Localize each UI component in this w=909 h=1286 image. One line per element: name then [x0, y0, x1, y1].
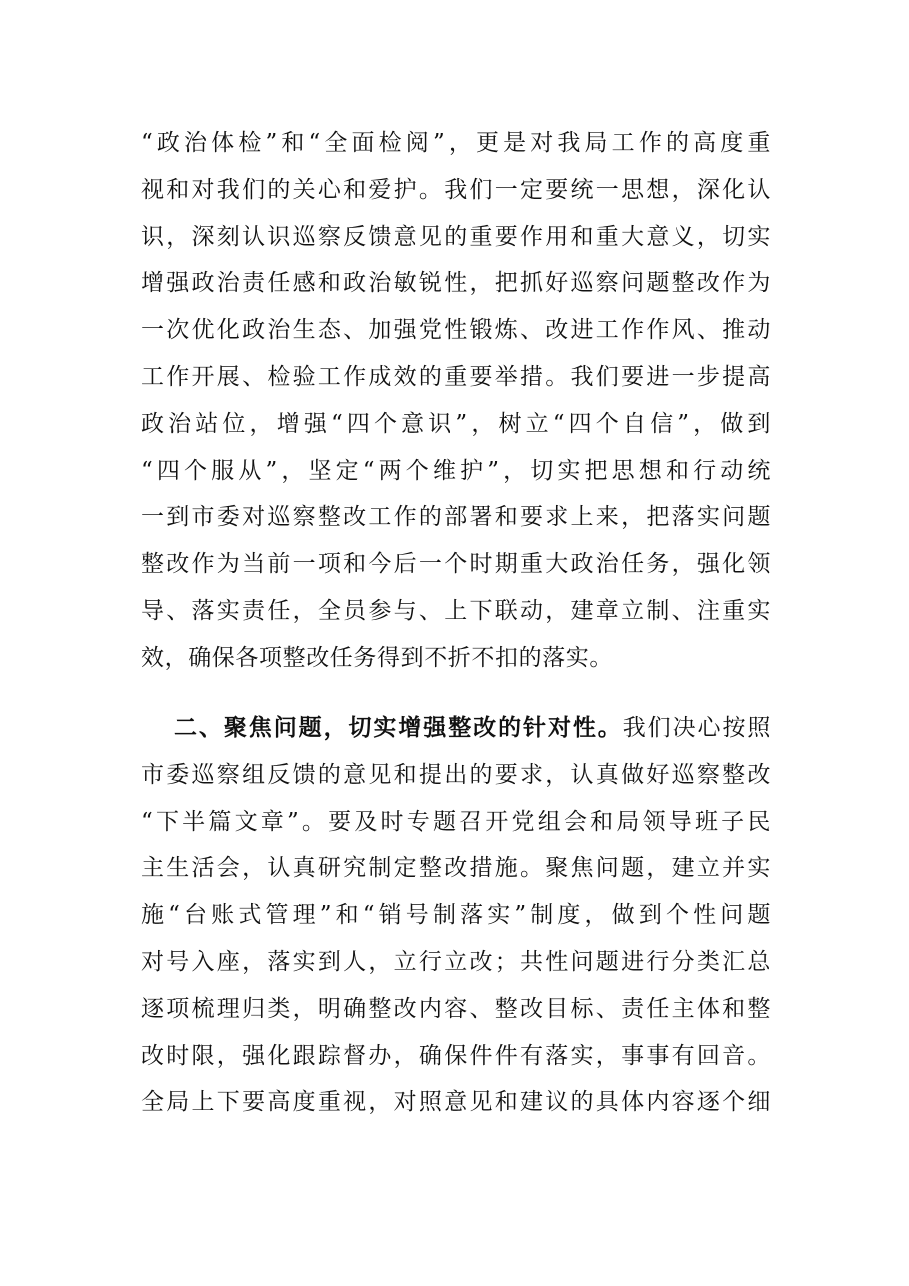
heading-line-text: 我们决心按照	[622, 715, 771, 741]
text-line: 全局上下要高度重视，对照意见和建议的具体内容逐个细	[141, 1089, 771, 1116]
text-line: 一到市委对巡察整改工作的部署和要求上来，把落实问题	[141, 504, 771, 531]
section-heading-line	[141, 705, 771, 752]
section-heading: 二、聚焦问题，切实增强整改的针对性。	[174, 715, 623, 741]
paragraph-focus-on-problems	[141, 705, 771, 1126]
paragraph-political-awareness	[141, 120, 771, 682]
text-line: 市委巡察组反馈的意见和提出的要求，认真做好巡察整改	[141, 761, 771, 788]
text-line: 视和对我们的关心和爱护。我们一定要统一思想，深化认	[141, 176, 771, 203]
text-line: 政治站位，增强“四个意识”，树立“四个自信”，做到	[141, 410, 771, 437]
text-line: 识，深刻认识巡察反馈意见的重要作用和重大意义，切实	[141, 223, 771, 250]
text-line: 整改作为当前一项和今后一个时期重大政治任务，强化领	[141, 551, 771, 578]
text-line: “政治体检”和“全面检阅”，更是对我局工作的高度重	[141, 130, 771, 156]
text-line: 对号入座，落实到人，立行立改；共性问题进行分类汇总	[141, 948, 771, 975]
text-line: 主生活会，认真研究制定整改措施。聚焦问题，建立并实	[141, 855, 771, 882]
text-line: 导、落实责任，全员参与、上下联动，建章立制、注重实	[141, 597, 771, 624]
text-line: 增强政治责任感和政治敏锐性，把抓好巡察问题整改作为	[141, 270, 771, 297]
text-line: 一次优化政治生态、加强党性锻炼、改进工作作风、推动	[141, 317, 771, 344]
text-line: “下半篇文章”。要及时专题召开党组会和局领导班子民	[141, 808, 771, 835]
text-line: 工作开展、检验工作成效的重要举措。我们要进一步提高	[141, 363, 771, 390]
text-line: “四个服从”，坚定“两个维护”，切实把思想和行动统	[141, 457, 771, 484]
text-line: 施“台账式管理”和“销号制落实”制度，做到个性问题	[141, 902, 771, 929]
text-line: 逐项梳理归类，明确整改内容、整改目标、责任主体和整	[141, 995, 771, 1022]
text-line: 改时限，强化跟踪督办，确保件件有落实，事事有回音。	[141, 1042, 771, 1069]
text-line: 效，确保各项整改任务得到不折不扣的落实。	[141, 644, 613, 671]
